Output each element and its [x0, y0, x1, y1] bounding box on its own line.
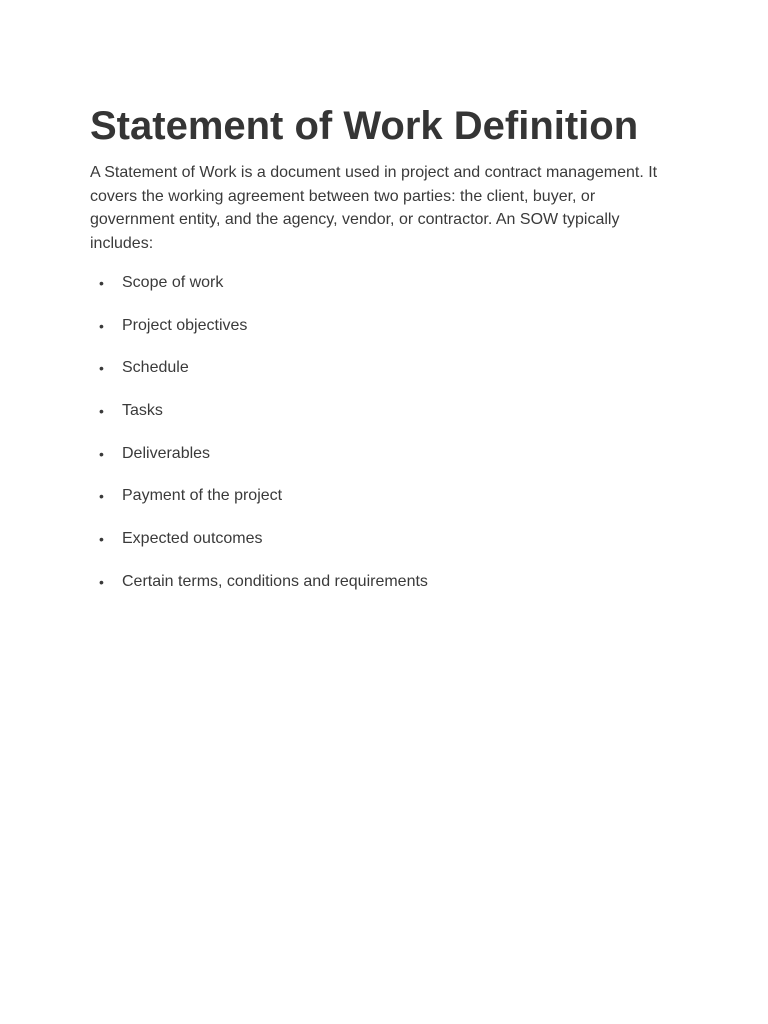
list-item-label: Expected outcomes [122, 530, 263, 548]
document-page [90, 100, 680, 615]
list-item [90, 572, 680, 592]
list-item-label: Deliverables [122, 444, 211, 462]
list-item [90, 316, 680, 336]
bullet-icon: • [99, 360, 104, 377]
page-title: Statement of Work Definition [90, 104, 639, 148]
list-item-label: Project objectives [122, 316, 248, 334]
bullet-icon: • [99, 317, 104, 334]
bullet-icon: • [99, 403, 104, 420]
list-item-label: Scope of work [122, 274, 224, 291]
list-item [90, 444, 680, 464]
bullet-icon: • [99, 531, 104, 548]
list-item [90, 273, 680, 293]
bullet-icon: • [99, 445, 104, 462]
list-item-label: Schedule [122, 359, 189, 377]
list-item [90, 358, 680, 378]
list-item [90, 529, 680, 549]
intro-paragraph: A Statement of Work is a document used in project and contract management. It covers the working agreement between two parties: the client, buyer, or government entity, and the agency, vendor, or contractor. An SOW typically includes: [90, 164, 658, 252]
list-item [90, 486, 680, 506]
bullet-icon: • [99, 573, 104, 590]
list-item [90, 401, 680, 421]
includes-list [90, 273, 680, 592]
list-item-label: Certain terms, conditions and requirements [122, 572, 428, 590]
list-item-label: Tasks [122, 402, 163, 420]
list-item-label: Payment of the project [122, 487, 283, 505]
bullet-icon: • [99, 275, 104, 291]
bullet-icon: • [99, 488, 104, 505]
